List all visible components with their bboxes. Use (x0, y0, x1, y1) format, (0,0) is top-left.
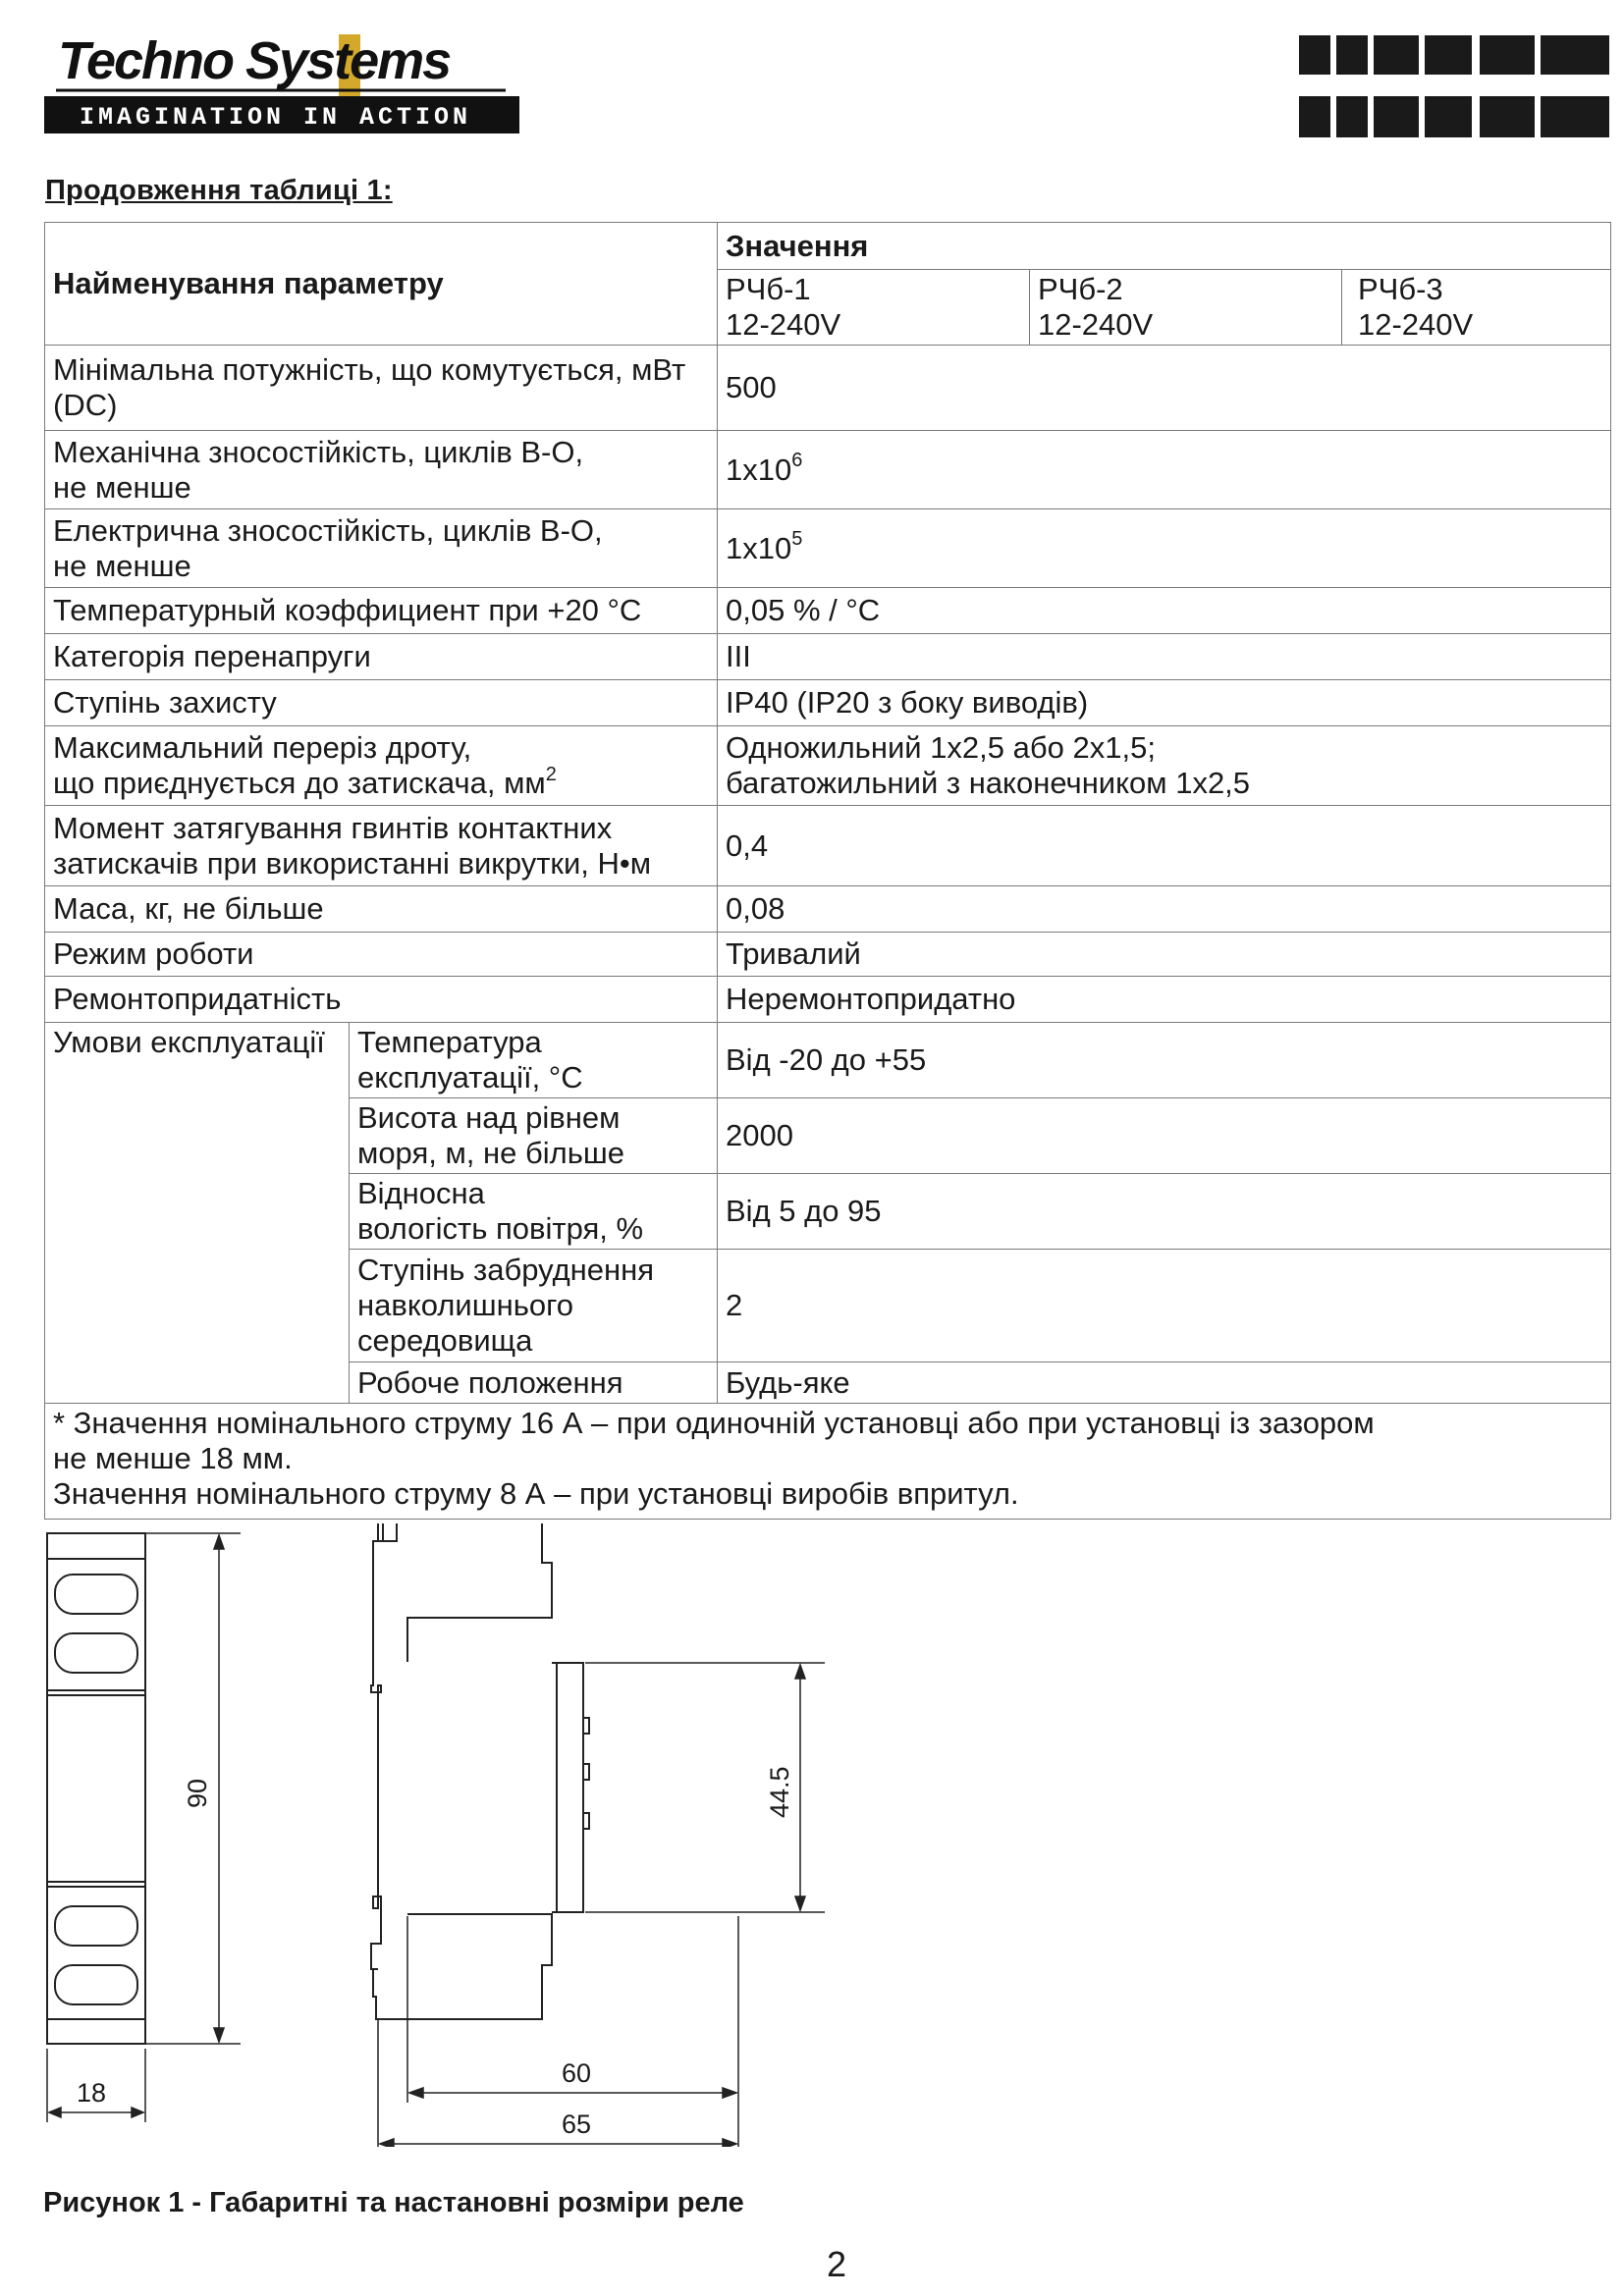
param-cell: Момент затягування гвинтів контактних затискачів при використанні викрутки, Н•м (45, 806, 718, 886)
model-cell: РЧб-3 12-240V (1342, 270, 1611, 346)
table-row (45, 680, 1611, 726)
side-front-panel (557, 1663, 583, 1912)
model-cell: РЧб-1 12-240V (718, 270, 1030, 346)
table-row (45, 431, 1611, 509)
table-row (45, 933, 1611, 977)
param-cell: Механічна зносостійкість, циклів В-О, не менше (45, 431, 718, 509)
value-cell: Неремонтопридатно (718, 977, 1611, 1023)
table-row (45, 588, 1611, 634)
table-note-row (45, 1404, 1611, 1520)
condition-name-cell: Ступінь забруднення навколишнього середовища (350, 1250, 718, 1362)
value-cell: 2 (718, 1250, 1611, 1362)
value-cell: $1x10^5$ (718, 509, 1611, 588)
side-led (583, 1764, 589, 1780)
corner-block (1480, 96, 1535, 137)
corner-block (1336, 35, 1368, 75)
side-led (583, 1813, 589, 1829)
front-terminal-slot (55, 1633, 137, 1673)
corner-block (1425, 96, 1472, 137)
table-row (45, 977, 1611, 1023)
value-cell: Тривалий (718, 933, 1611, 977)
corner-block (1299, 35, 1330, 75)
value-cell: Одножильний 1x2,5 або 2x1,5; багатожильний з наконечником 1x2,5 (718, 726, 1611, 806)
table-row (45, 806, 1611, 886)
condition-name-cell: Відносна вологість повітря, % (350, 1174, 718, 1250)
table-row (45, 886, 1611, 933)
header-value: Значення (718, 223, 1611, 270)
front-terminal-slot (55, 1906, 137, 1946)
param-cell: Маса, кг, не більше (45, 886, 718, 933)
value-cell: Від -20 до +55 (718, 1023, 1611, 1098)
header-param: Найменування параметру (45, 223, 718, 346)
table-continuation-caption: Продовження таблиці 1: (45, 175, 393, 206)
figure-caption: Рисунок 1 - Габаритні та настановні розміри реле (43, 2187, 744, 2218)
value-cell: 0,05 % / °С (718, 588, 1611, 634)
dimension-60-65-lines (378, 1916, 738, 2147)
corner-block (1541, 96, 1609, 137)
corner-block (1299, 96, 1330, 137)
page-number: 2 (827, 2244, 847, 2284)
relay-dimension-drawing (39, 1523, 844, 2147)
value-cell: $1x10^6$ (718, 431, 1611, 509)
table-note: * Значення номінального струму 16 А – при одиночній установці або при установці із зазором не менше 18 мм. Значення номінального струму 8 А – при установці виробів впритул. (45, 1404, 1611, 1520)
front-terminal-slot (55, 1575, 137, 1614)
param-cell: Температурный коэффициент при +20 °С (45, 588, 718, 634)
value-cell: III (718, 634, 1611, 680)
condition-name-cell: Робоче положення (350, 1362, 718, 1404)
corner-block (1336, 96, 1368, 137)
param-cell: Електрична зносостійкість, циклів В-О, не менше (45, 509, 718, 588)
dimension-18-label: 18 (77, 2078, 107, 2108)
dimension-60-label: 60 (562, 2058, 592, 2088)
table-row (45, 509, 1611, 588)
param-cell: Максимальний переріз дроту, що приєднується до затискача, $мм^2$ (45, 726, 718, 806)
corner-block (1480, 35, 1535, 75)
model-cell: РЧб-2 12-240V (1030, 270, 1342, 346)
operating-conditions-label: Умови експлуатації (45, 1023, 350, 1404)
dimension-44-5-label: 44.5 (765, 1766, 794, 1818)
param-cell: Мінімальна потужність, що комутується, мВт (DC) (45, 346, 718, 431)
value-cell: 500 (718, 346, 1611, 431)
value-cell: 0,08 (718, 886, 1611, 933)
front-terminal-slot (55, 1965, 137, 2004)
side-led (583, 1718, 589, 1734)
value-cell: IP40 (IP20 з боку виводів) (718, 680, 1611, 726)
value-cell: 0,4 (718, 806, 1611, 886)
spec-table (44, 222, 1611, 1520)
condition-name-cell: Висота над рівнем моря, м, не більше (350, 1098, 718, 1174)
table-header-row (45, 223, 1611, 270)
operating-conditions-row (45, 1023, 1611, 1098)
corner-block (1374, 96, 1419, 137)
corner-block (1541, 35, 1609, 75)
corner-block-pattern (1299, 35, 1609, 137)
param-cell: Ремонтопридатність (45, 977, 718, 1023)
corner-block (1425, 35, 1472, 75)
param-cell: Категорія перенапруги (45, 634, 718, 680)
condition-name-cell: Температура експлуатації, °С (350, 1023, 718, 1098)
value-cell: 2000 (718, 1098, 1611, 1174)
dimension-65-label: 65 (562, 2109, 592, 2139)
corner-block (1374, 35, 1419, 75)
value-cell: Будь-яке (718, 1362, 1611, 1404)
logo-title: Techno Systems (58, 31, 451, 90)
logo-tagline: IMAGINATION IN ACTION (80, 103, 472, 132)
table-row (45, 726, 1611, 806)
relay-side-view (371, 1523, 589, 2019)
param-cell: Режим роботи (45, 933, 718, 977)
param-cell: Ступінь захисту (45, 680, 718, 726)
relay-front-view (47, 1533, 145, 2044)
dimension-90-label: 90 (183, 1778, 212, 1808)
techno-systems-logo (44, 31, 520, 139)
table-row (45, 346, 1611, 431)
value-cell: Від 5 до 95 (718, 1174, 1611, 1250)
table-row (45, 634, 1611, 680)
